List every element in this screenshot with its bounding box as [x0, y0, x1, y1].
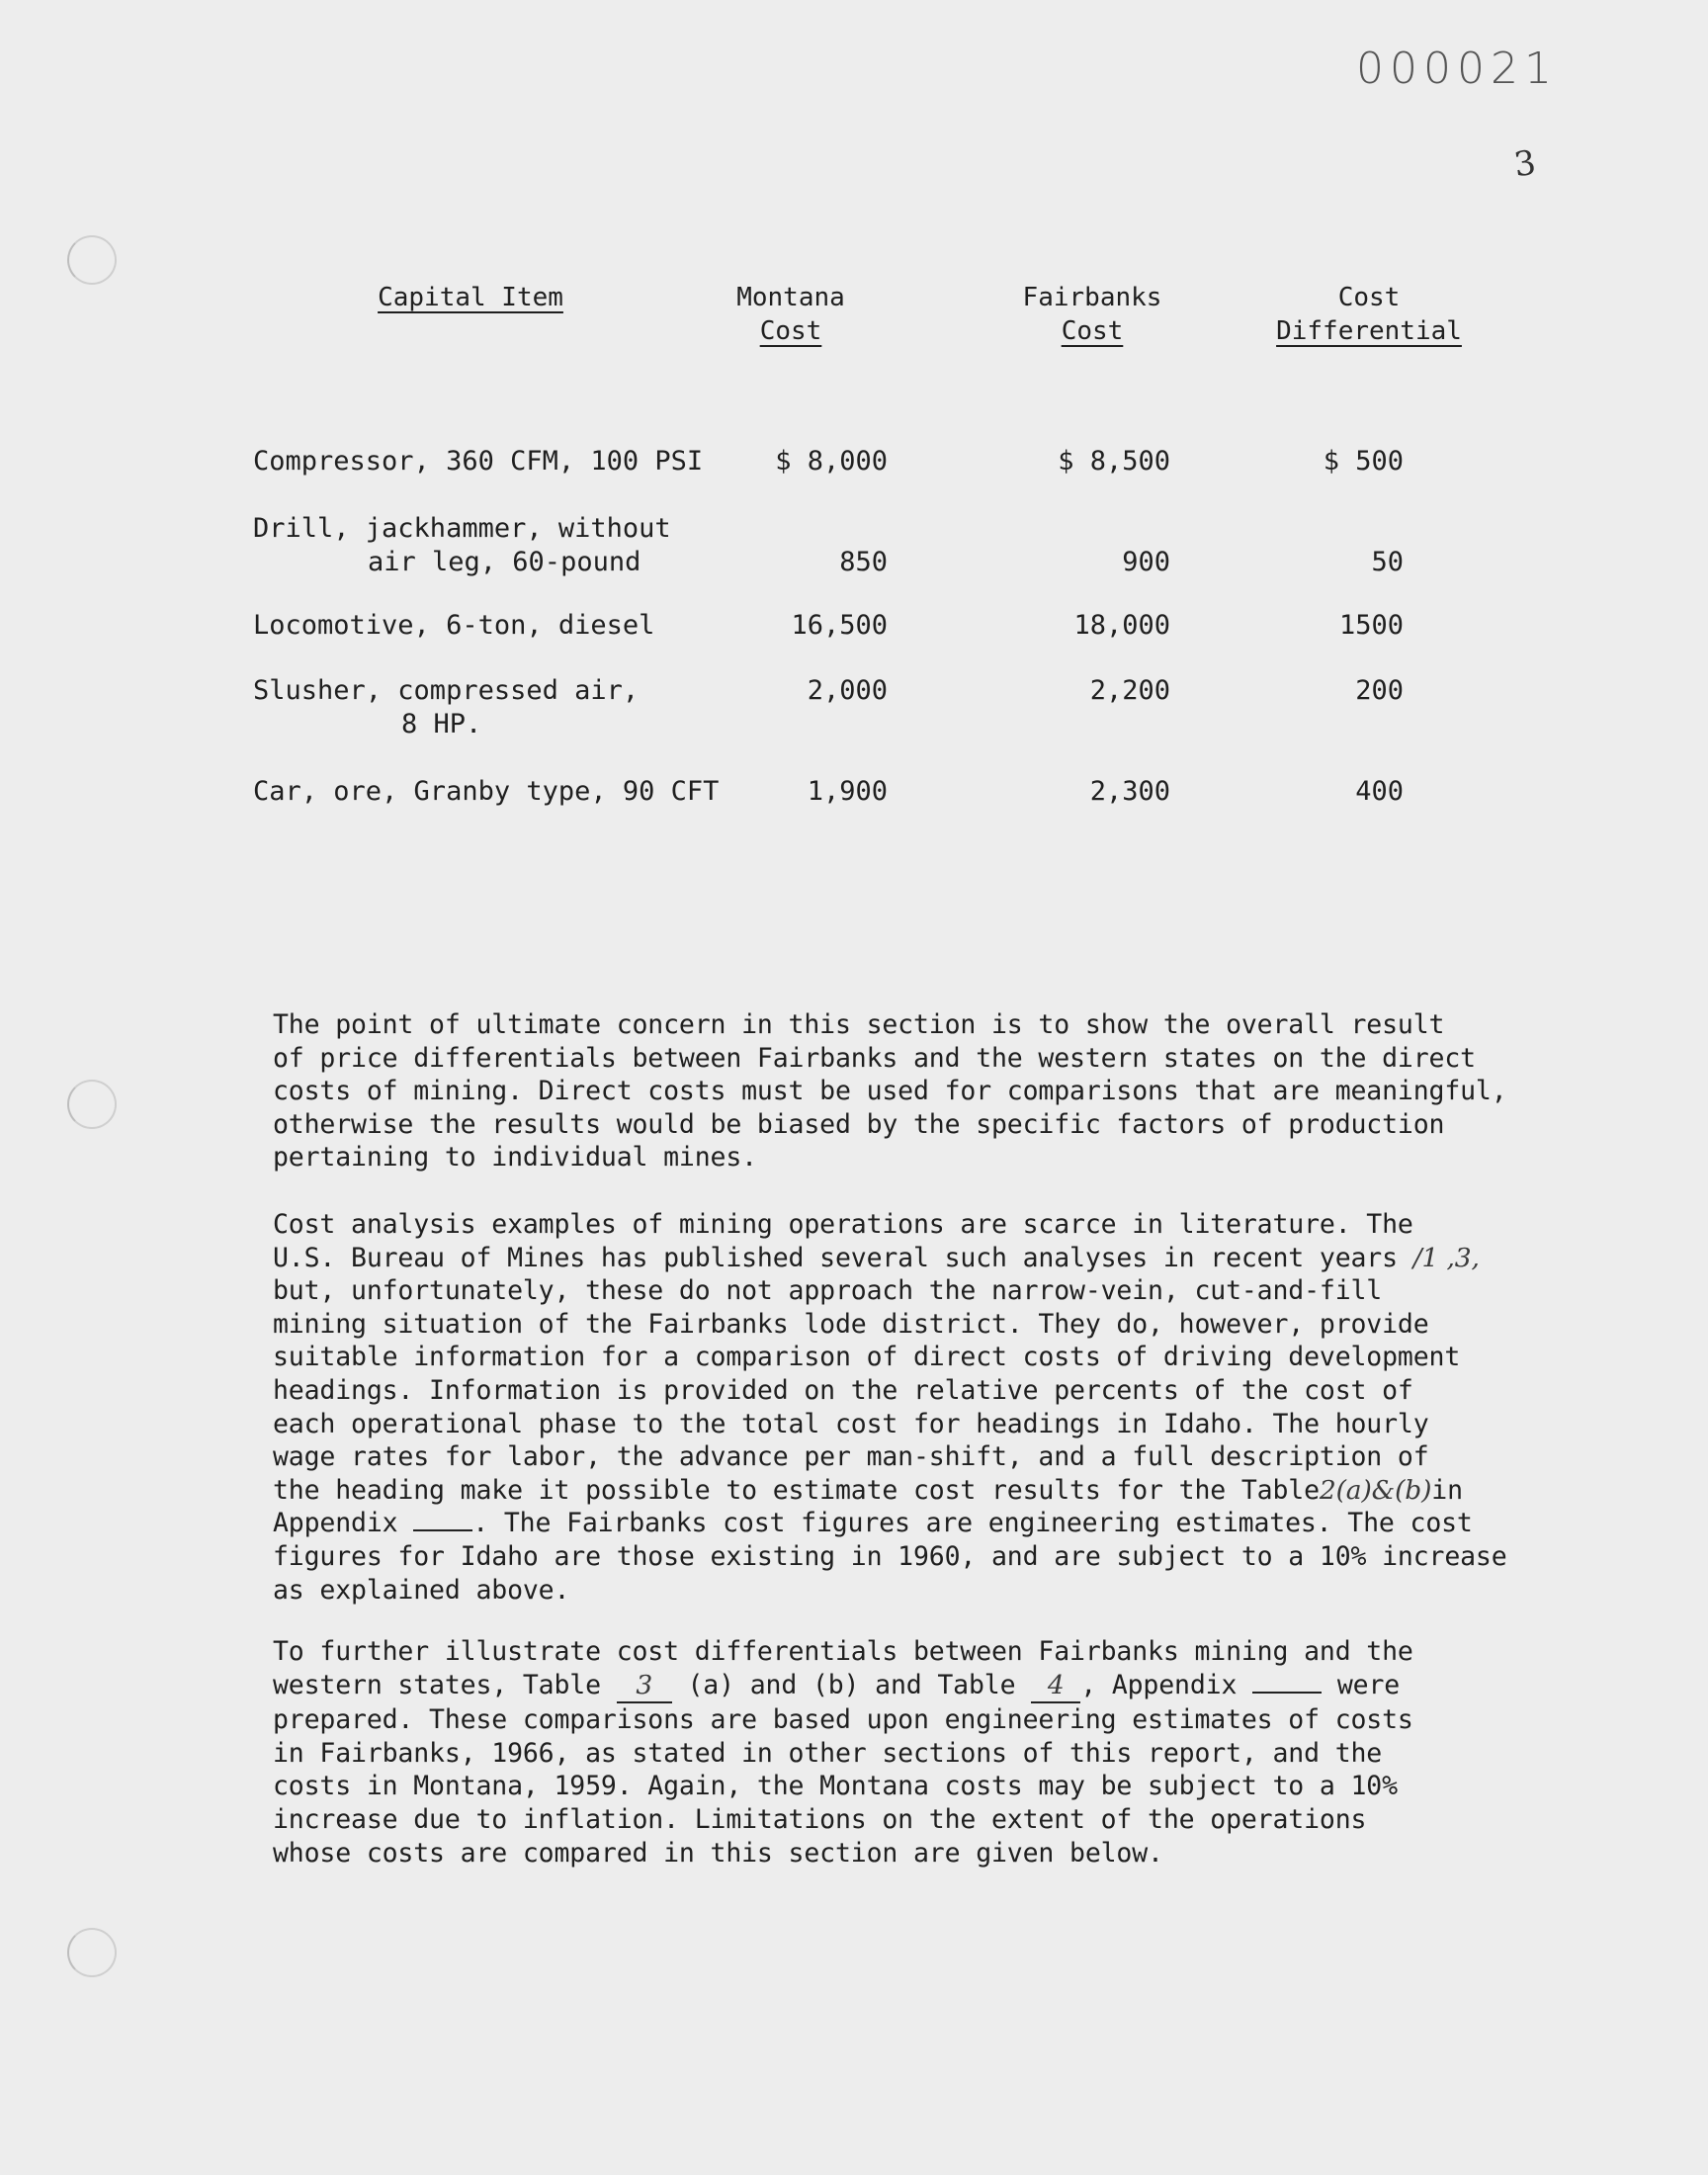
- table-row-montana: 850: [839, 547, 888, 577]
- binder-hole-top: [67, 235, 117, 285]
- paragraph-ultimate-concern: [273, 1008, 1607, 1174]
- table-row-differential: 50: [1371, 547, 1404, 577]
- table-row-fairbanks: 2,200: [1089, 675, 1170, 706]
- table-row-differential: 400: [1355, 776, 1404, 807]
- paragraph-line: pertaining to individual mines.: [273, 1142, 757, 1174]
- table-row-fairbanks: $ 8,500: [1058, 446, 1170, 477]
- table-row-item: Slusher, compressed air,: [253, 675, 640, 706]
- table-row-differential: $ 500: [1323, 446, 1404, 477]
- table-row-montana: 2,000: [807, 675, 888, 706]
- paragraph-line: Cost analysis examples of mining operations are scarce in literature. The: [273, 1209, 1413, 1240]
- document-stamp-number: 000021: [1356, 44, 1558, 94]
- paragraph-line: western states, Table 3 (a) and (b) and Table 4 , Appendix were: [273, 1669, 1607, 1704]
- paragraph-line: costs in Montana, 1959. Again, the Montana costs may be subject to a 10%: [273, 1771, 1398, 1802]
- paragraph-line: increase due to inflation. Limitations on the extent of the operations: [273, 1803, 1367, 1835]
- paragraph-cost-analysis: [273, 1208, 1607, 1607]
- paragraph-line: each operational phase to the total cost for headings in Idaho. The hourly: [273, 1408, 1429, 1439]
- table-row-fairbanks: 2,300: [1089, 776, 1170, 807]
- table-row-differential: 200: [1355, 675, 1404, 706]
- paragraph-line: U.S. Bureau of Mines has published several such analyses in recent years /1 ,3,: [273, 1242, 1480, 1273]
- paragraph-line: the heading make it possible to estimate cost results for the Table2(a)&(b)in: [273, 1474, 1463, 1506]
- paragraph-line: To further illustrate cost differentials between Fairbanks mining and the: [273, 1636, 1413, 1667]
- handwritten-table-ref: 2(a)&(b): [1319, 1474, 1432, 1506]
- paragraph-line: in Fairbanks, 1966, as stated in other sections of this report, and the: [273, 1737, 1383, 1769]
- table-row-item: Locomotive, 6-ton, diesel: [253, 610, 655, 641]
- column-header-fairbanks-cost: Fairbanks Cost: [1022, 283, 1162, 346]
- column-header-cost-differential: Cost Differential: [1276, 283, 1462, 346]
- paragraph-line: wage rates for labor, the advance per man-shift, and a full description of: [273, 1441, 1429, 1473]
- table-row-item: Car, ore, Granby type, 90 CFT: [253, 776, 720, 807]
- table-row-differential: 1500: [1338, 610, 1404, 641]
- paragraph-line: suitable information for a comparison of direct costs of driving development: [273, 1342, 1461, 1373]
- table-row-item: Drill, jackhammer, without: [253, 513, 671, 544]
- paragraph-line: The point of ultimate concern in this section is to show the overall result: [273, 1009, 1445, 1040]
- paragraph-line: otherwise the results would be biased by the specific factors of production: [273, 1108, 1445, 1140]
- paragraph-line: mining situation of the Fairbanks lode district. They do, however, provide: [273, 1308, 1429, 1340]
- table-row-fairbanks: 18,000: [1073, 610, 1170, 641]
- table-row-montana: 1,900: [807, 776, 888, 807]
- table-row-item-continued: air leg, 60-pound: [368, 547, 641, 577]
- paragraph-line: prepared. These comparisons are based upon engineering estimates of costs: [273, 1704, 1413, 1736]
- table-row-montana: $ 8,000: [775, 446, 888, 477]
- paragraph-line: whose costs are compared in this section are given below.: [273, 1837, 1163, 1869]
- table-row-fairbanks: 900: [1122, 547, 1170, 577]
- binder-hole-middle: [67, 1080, 117, 1129]
- handwritten-table-number: 4: [1031, 1669, 1080, 1704]
- handwritten-table-number: 3: [617, 1669, 672, 1704]
- paragraph-line: Appendix . The Fairbanks cost figures are engineering estimates. The cost: [273, 1508, 1473, 1539]
- table-row-montana: 16,500: [791, 610, 888, 641]
- paragraph-line: as explained above.: [273, 1574, 570, 1606]
- blank-appendix: [1252, 1692, 1322, 1694]
- binder-hole-bottom: [67, 1928, 117, 1977]
- blank-appendix: [413, 1529, 472, 1531]
- paragraph-line: costs of mining. Direct costs must be used for comparisons that are meaningful,: [273, 1076, 1507, 1107]
- column-header-capital-item: Capital Item: [378, 283, 563, 312]
- paragraph-further-illustrate: [273, 1635, 1607, 1870]
- table-row-item-continued: 8 HP.: [401, 709, 482, 740]
- paragraph-line: but, unfortunately, these do not approach the narrow-vein, cut-and-fill: [273, 1275, 1383, 1307]
- table-row-item: Compressor, 360 CFM, 100 PSI: [253, 446, 704, 477]
- column-header-montana-cost: Montana Cost: [736, 283, 845, 346]
- handwritten-reference: /1 ,3,: [1412, 1242, 1480, 1273]
- paragraph-line: figures for Idaho are those existing in 1960, and are subject to a 10% increase: [273, 1540, 1507, 1572]
- page-number: 3: [1511, 142, 1539, 186]
- paragraph-line: headings. Information is provided on the relative percents of the cost of: [273, 1374, 1413, 1406]
- paragraph-line: of price differentials between Fairbanks and the western states on the direct: [273, 1042, 1476, 1074]
